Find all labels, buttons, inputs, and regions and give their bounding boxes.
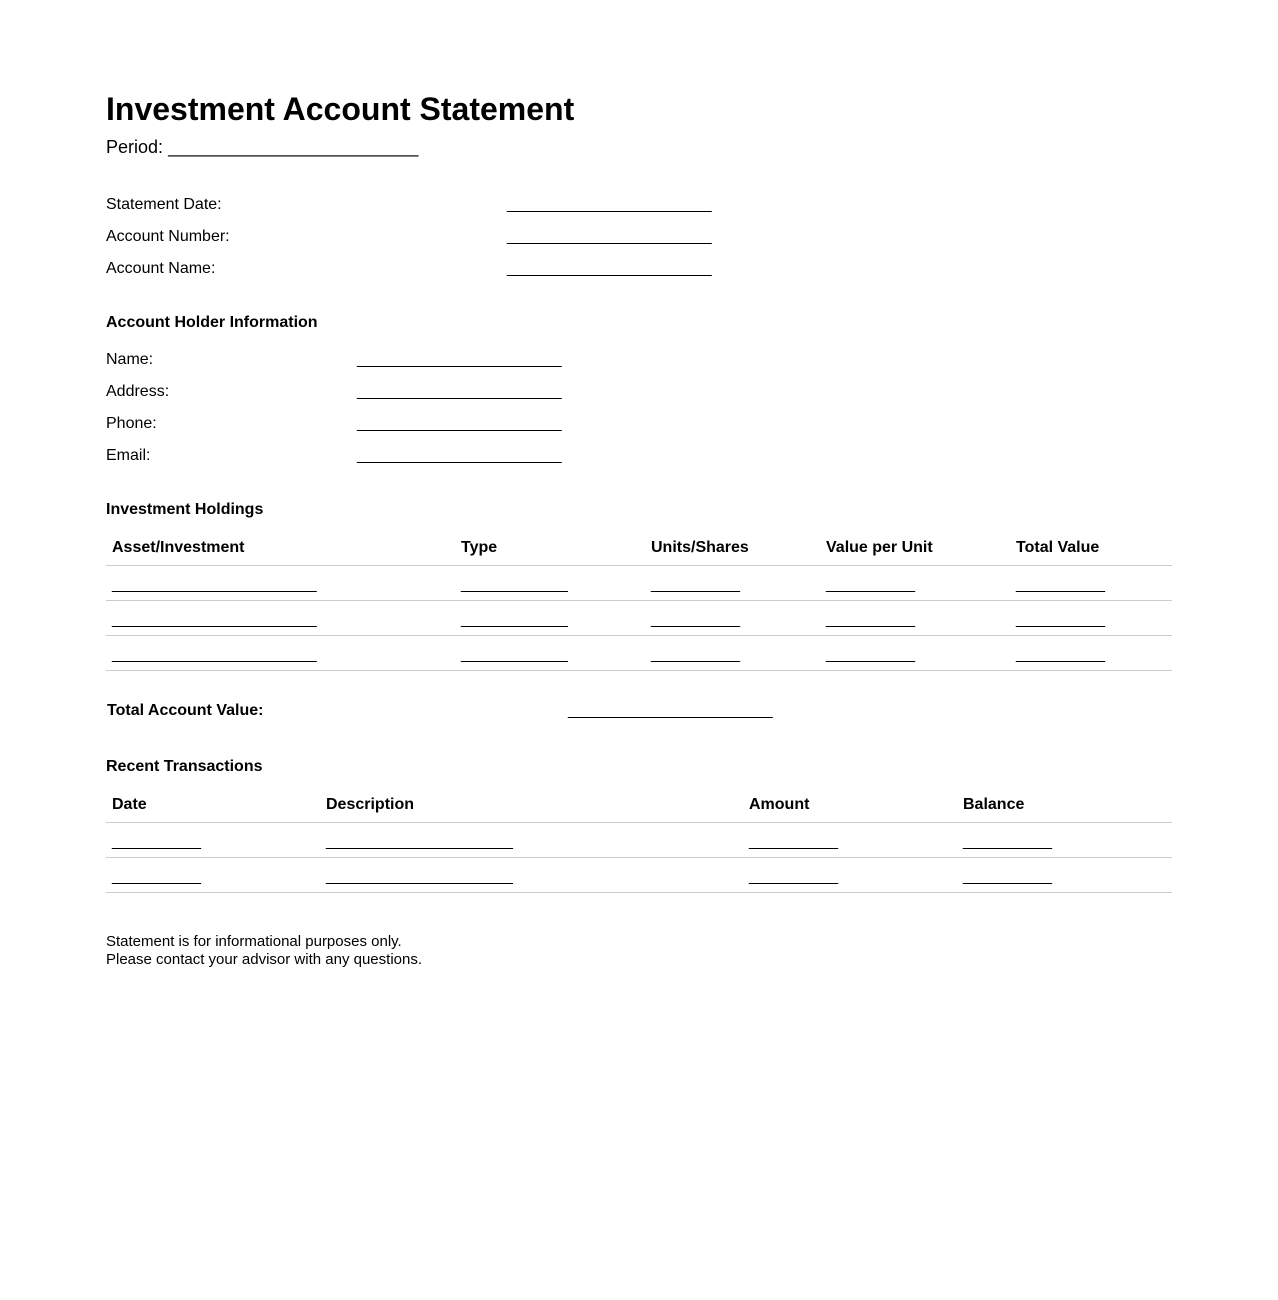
units-field[interactable]: __________ bbox=[651, 576, 740, 593]
table-row bbox=[106, 823, 1172, 858]
holder-name-row bbox=[106, 348, 576, 372]
holder-address-field[interactable]: _______________________ bbox=[357, 383, 562, 400]
total-value-field[interactable]: __________ bbox=[1016, 646, 1105, 663]
statement-date-label: Statement Date: bbox=[106, 196, 222, 213]
holder-email-field[interactable]: _______________________ bbox=[357, 447, 562, 464]
account-name-field[interactable]: _______________________ bbox=[507, 260, 712, 277]
col-balance: Balance bbox=[957, 788, 1172, 823]
balance-field[interactable]: __________ bbox=[963, 833, 1052, 850]
table-row bbox=[106, 601, 1172, 636]
units-field[interactable]: __________ bbox=[651, 646, 740, 663]
type-field[interactable]: ____________ bbox=[461, 611, 568, 628]
asset-cell[interactable] bbox=[106, 601, 455, 636]
value-per-unit-field[interactable]: __________ bbox=[826, 646, 915, 663]
date-cell[interactable] bbox=[106, 823, 320, 858]
footer-line-2: Please contact your advisor with any questions. bbox=[106, 951, 423, 968]
holdings-heading: Investment Holdings bbox=[106, 501, 264, 518]
holder-email-label: Email: bbox=[106, 447, 151, 464]
description-field[interactable]: _____________________ bbox=[326, 868, 513, 885]
type-cell[interactable] bbox=[455, 636, 645, 671]
period-label: Period: bbox=[106, 137, 164, 157]
description-cell[interactable] bbox=[320, 823, 743, 858]
asset-field[interactable]: _______________________ bbox=[112, 646, 317, 663]
value-per-unit-cell[interactable] bbox=[820, 566, 1010, 601]
footer-note bbox=[106, 933, 422, 969]
type-cell[interactable] bbox=[455, 566, 645, 601]
col-asset: Asset/Investment bbox=[106, 531, 455, 566]
value-per-unit-field[interactable]: __________ bbox=[826, 611, 915, 628]
asset-field[interactable]: _______________________ bbox=[112, 576, 317, 593]
value-per-unit-cell[interactable] bbox=[820, 636, 1010, 671]
total-account-value-row bbox=[107, 699, 807, 723]
type-cell[interactable] bbox=[455, 601, 645, 636]
balance-cell[interactable] bbox=[957, 858, 1172, 893]
col-amount: Amount bbox=[743, 788, 957, 823]
account-name-row bbox=[106, 257, 726, 281]
account-number-field[interactable]: _______________________ bbox=[507, 228, 712, 245]
holdings-table bbox=[106, 531, 1172, 671]
amount-field[interactable]: __________ bbox=[749, 868, 838, 885]
table-row bbox=[106, 636, 1172, 671]
type-field[interactable]: ____________ bbox=[461, 646, 568, 663]
transactions-header-row bbox=[106, 788, 1172, 823]
asset-field[interactable]: _______________________ bbox=[112, 611, 317, 628]
holder-name-field[interactable]: _______________________ bbox=[357, 351, 562, 368]
total-value-cell[interactable] bbox=[1010, 601, 1172, 636]
date-field[interactable]: __________ bbox=[112, 868, 201, 885]
statement-date-field[interactable]: _______________________ bbox=[507, 196, 712, 213]
account-name-label: Account Name: bbox=[106, 260, 216, 277]
total-account-value-field[interactable]: _______________________ bbox=[568, 702, 773, 719]
type-field[interactable]: ____________ bbox=[461, 576, 568, 593]
account-number-label: Account Number: bbox=[106, 228, 230, 245]
balance-field[interactable]: __________ bbox=[963, 868, 1052, 885]
amount-field[interactable]: __________ bbox=[749, 833, 838, 850]
holder-phone-field[interactable]: _______________________ bbox=[357, 415, 562, 432]
total-value-field[interactable]: __________ bbox=[1016, 576, 1105, 593]
amount-cell[interactable] bbox=[743, 858, 957, 893]
units-cell[interactable] bbox=[645, 636, 820, 671]
total-value-cell[interactable] bbox=[1010, 566, 1172, 601]
col-date: Date bbox=[106, 788, 320, 823]
holder-email-row bbox=[106, 444, 576, 468]
col-total-value: Total Value bbox=[1010, 531, 1172, 566]
holder-name-label: Name: bbox=[106, 351, 154, 368]
total-value-cell[interactable] bbox=[1010, 636, 1172, 671]
holdings-header-row bbox=[106, 531, 1172, 566]
col-type: Type bbox=[455, 531, 645, 566]
units-field[interactable]: __________ bbox=[651, 611, 740, 628]
holder-address-label: Address: bbox=[106, 383, 170, 400]
col-description: Description bbox=[320, 788, 743, 823]
statement-date-row bbox=[106, 193, 726, 217]
col-value-per-unit: Value per Unit bbox=[820, 531, 1010, 566]
account-number-row bbox=[106, 225, 726, 249]
units-cell[interactable] bbox=[645, 601, 820, 636]
balance-cell[interactable] bbox=[957, 823, 1172, 858]
total-account-value-label: Total Account Value: bbox=[107, 702, 264, 719]
holder-address-row bbox=[106, 380, 576, 404]
asset-cell[interactable] bbox=[106, 566, 455, 601]
description-field[interactable]: _____________________ bbox=[326, 833, 513, 850]
period-line bbox=[106, 135, 418, 159]
holder-phone-label: Phone: bbox=[106, 415, 157, 432]
footer-line-1: Statement is for informational purposes only. bbox=[106, 933, 402, 950]
units-cell[interactable] bbox=[645, 566, 820, 601]
transactions-table bbox=[106, 788, 1172, 893]
page-title: Investment Account Statement bbox=[106, 91, 575, 127]
date-field[interactable]: __________ bbox=[112, 833, 201, 850]
date-cell[interactable] bbox=[106, 858, 320, 893]
amount-cell[interactable] bbox=[743, 823, 957, 858]
col-units: Units/Shares bbox=[645, 531, 820, 566]
total-value-field[interactable]: __________ bbox=[1016, 611, 1105, 628]
table-row bbox=[106, 566, 1172, 601]
period-field[interactable]: _________________________ bbox=[168, 137, 419, 157]
asset-cell[interactable] bbox=[106, 636, 455, 671]
transactions-heading: Recent Transactions bbox=[106, 758, 263, 775]
account-holder-heading: Account Holder Information bbox=[106, 314, 318, 331]
holder-phone-row bbox=[106, 412, 576, 436]
value-per-unit-field[interactable]: __________ bbox=[826, 576, 915, 593]
value-per-unit-cell[interactable] bbox=[820, 601, 1010, 636]
description-cell[interactable] bbox=[320, 858, 743, 893]
table-row bbox=[106, 858, 1172, 893]
